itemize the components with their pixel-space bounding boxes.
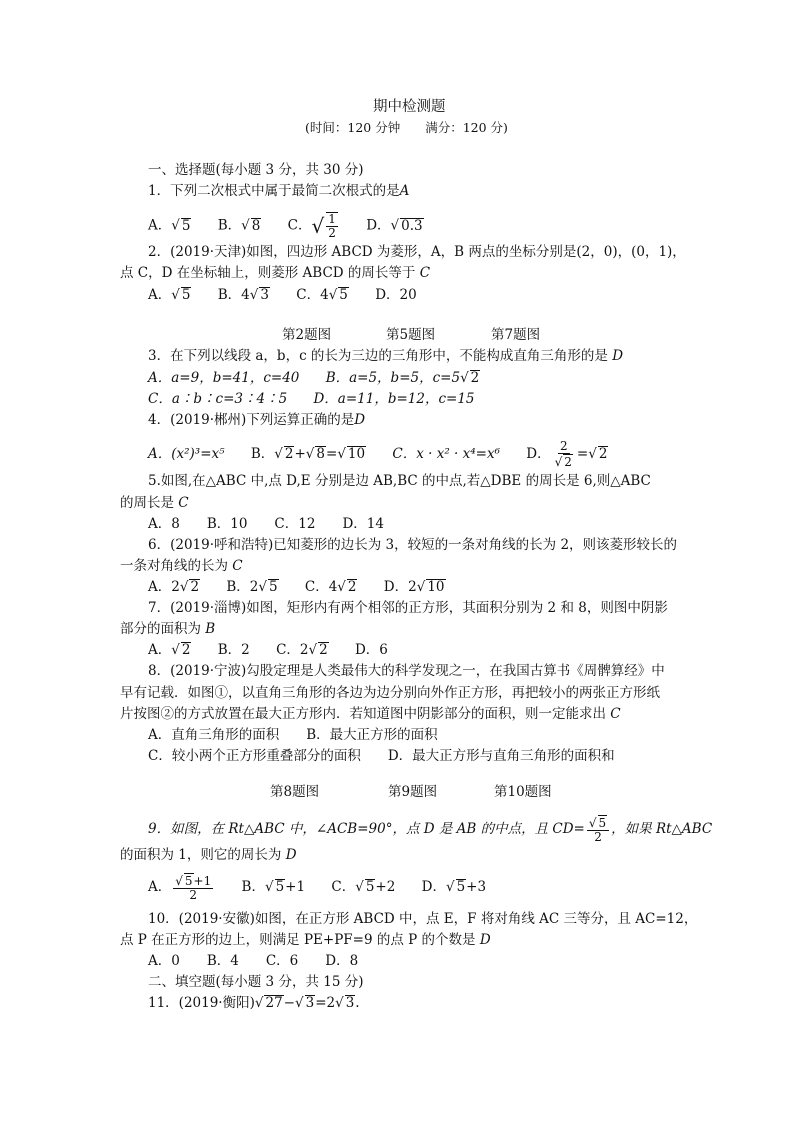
q5-line2: 的周长是 C	[120, 495, 189, 511]
q8-options-ab: A．直角三角形的面积 B．最大正方形的面积	[148, 727, 438, 743]
fig-label-7: 第7题图	[491, 327, 541, 343]
q7-line2: 部分的面积为 B	[120, 621, 216, 637]
q6-options: A．2√ 2 B．2√ 5 C．4√ 2 D．2√ 10	[148, 579, 445, 595]
q2-line2: 点 C，D 在坐标轴上，则菱形 ABCD 的周长等于 C	[120, 265, 431, 281]
q4-answer: D	[354, 412, 366, 428]
section1-heading: 一、选择题(每小题 3 分，共 30 分)	[148, 162, 364, 178]
q7-answer: B	[205, 621, 216, 637]
q10-line1: 10．(2019·安徽)如图，在正方形 ABCD 中，点 E，F 将对角线 AC 三等分，且 AC=12，	[148, 911, 698, 927]
q9-options: A． $\frac{√ 5+1}{2}$ B．√ 5+1 C．√ 5+2 D．√ 5+3	[148, 874, 487, 902]
fig-label-8: 第8题图	[270, 784, 320, 800]
page-title: 期中检测题	[373, 99, 446, 115]
q10-options: A．0 B．4 C．6 D．8	[148, 953, 359, 969]
q5-line1: 5.如图,在△ABC 中,点 D,E 分别是边 AB,BC 的中点,若△DBE 的周长是 6,则△ABC	[148, 473, 651, 489]
q8-options-cd: C．较小两个正方形重叠部分的面积 D．最大正方形与直角三角形的面积和	[148, 748, 615, 764]
q10-answer: D	[479, 932, 491, 948]
q3-answer: D	[612, 348, 624, 364]
q8-line1: 8．(2019·宁波)勾股定理是人类最伟大的科学发现之一，在我国古算书《周髀算经》中	[148, 663, 665, 679]
q6-line1: 6．(2019·呼和浩特)已知菱形的边长为 3，较短的一条对角线的长为 2，则该菱形较长的	[148, 537, 678, 553]
q1-stem: 1．下列二次根式中属于最简二次根式的是A	[148, 183, 410, 199]
q3-options-ab: A．a=9，b=41，c=40 B．a=5，b=5，c=5√ 2	[148, 370, 480, 386]
q2-answer: C	[419, 265, 431, 281]
q9-line2: 的面积为 1，则它的周长为 D	[120, 847, 297, 863]
q3-stem: 3．在下列以线段 a，b，c 的长为三边的三角形中，不能构成直角三角形的是 D	[148, 348, 624, 364]
q8-answer: C	[610, 706, 621, 722]
q1-options: A．√ 5 B．√ 8 C．√ $\frac{1}{2}$ D．√ 0.3	[148, 212, 423, 240]
q6-line2: 一条对角线的长为 C	[120, 558, 243, 574]
fig-label-10: 第10题图	[494, 784, 552, 800]
q7-line1: 7．(2019·淄博)如图，矩形内有两个相邻的正方形，其面积分别为 2 和 8，则图中阴影	[148, 600, 668, 616]
q1-answer: A	[399, 183, 410, 199]
q2-options: A．√ 5 B．4√ 3 C．4√ 5 D．20	[148, 287, 417, 303]
page-subtitle: (时间：120 分钟 满分：120 分)	[305, 120, 508, 135]
q5-answer: C	[178, 495, 189, 511]
q6-answer: C	[232, 558, 243, 574]
q3-options-cd: C．a∶b∶c=3∶4∶5 D．a=11，b=12，c=15	[148, 391, 475, 407]
section2-heading: 二、填空题(每小题 3 分，共 15 分)	[148, 974, 364, 990]
q9-line1: 9．如图，在 Rt△ABC 中，∠ACB=90°，点 D 是 AB 的中点，且 CD= $\frac{√ 5}{2}$ ，如果 Rt△ABC	[148, 816, 713, 844]
fig-label-2: 第2题图	[282, 327, 332, 343]
q9-answer: D	[285, 847, 297, 863]
q7-options: A．√ 2 B．2 C．2√ 2 D．6	[148, 642, 388, 658]
q8-line3: 片按图②的方式放置在最大正方形内．若知道图中阴影部分的面积，则一定能求出 C	[120, 706, 621, 722]
q2-line1: 2．(2019·天津)如图，四边形 ABCD 为菱形，A，B 两点的坐标分别是(2，0)，(0，1)，	[148, 244, 686, 260]
q4-stem: 4．(2019·郴州)下列运算正确的是D	[148, 412, 366, 428]
q5-options: A．8 B．10 C．12 D．14	[148, 516, 384, 532]
q10-line2: 点 P 在正方形的边上，则满足 PE+PF=9 的点 P 的个数是 D	[120, 932, 491, 948]
fig-label-9: 第9题图	[388, 784, 438, 800]
q4-options: A．(x²)³=x⁵ B．√ 2+√ 8=√ 10 C．x · x² · x⁴=x⁶ D． $\frac{2}{√ 2}$ =√ 2	[148, 439, 608, 469]
q8-line2: 早有记载．如图①，以直角三角形的各边为边分别向外作正方形，再把较小的两张正方形纸	[120, 685, 660, 701]
q11-line: 11．(2019·衡阳)√ 27−√ 3=2√ 3.	[148, 995, 360, 1011]
fig-label-5: 第5题图	[386, 327, 436, 343]
